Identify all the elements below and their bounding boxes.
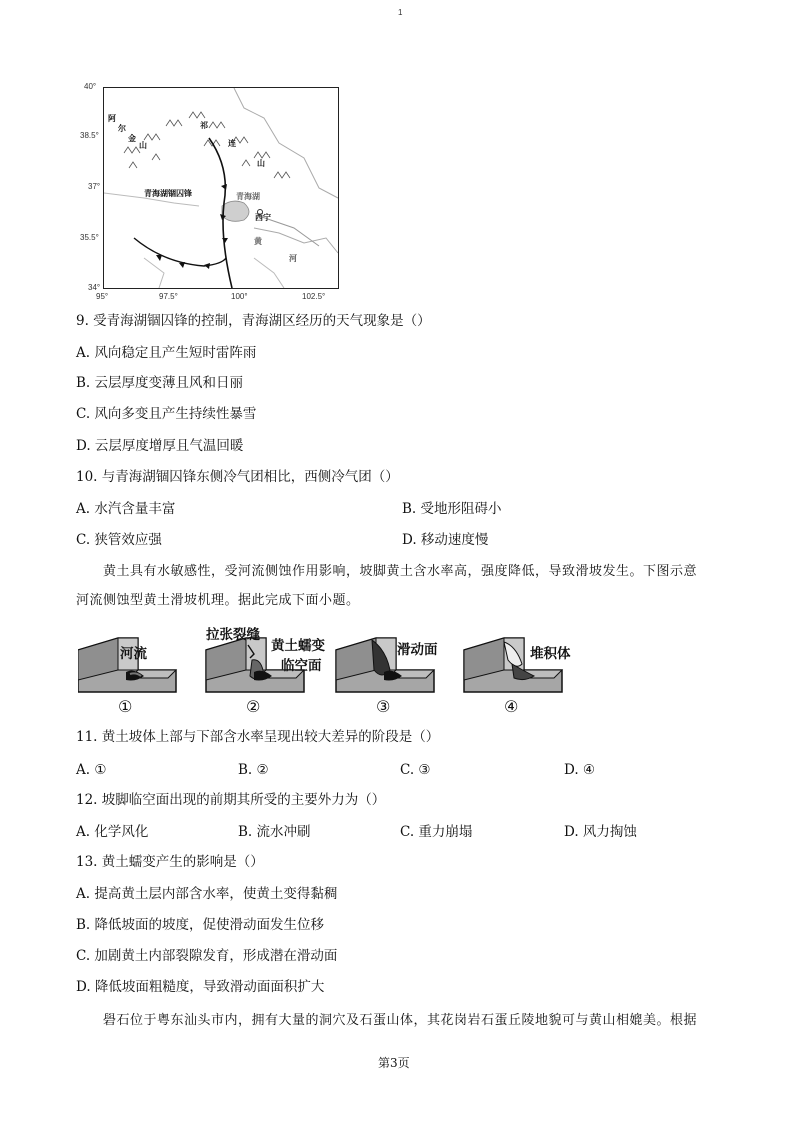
question-12-option-c: C. 重力崩塌 — [400, 824, 473, 840]
panel-number-1: ① — [118, 697, 133, 716]
lat-label: 37° — [88, 182, 101, 191]
qilian-label-1: 祁 — [200, 121, 208, 130]
altun-label-3: 金 — [128, 134, 136, 143]
lat-label: 40° — [84, 82, 97, 91]
map-drawing — [104, 88, 338, 288]
question-10-stem: 10. 与青海湖锢囚锋东侧冷气团相比，西侧冷气团（） — [76, 469, 399, 485]
label-river: 河流 — [120, 646, 147, 662]
question-13-stem: 13. 黄土蠕变产生的影响是（） — [76, 854, 264, 870]
question-12-option-a: A. 化学风化 — [76, 824, 149, 840]
question-9-option-c: C. 风向多变且产生持续性暴雪 — [76, 406, 257, 422]
passage-1-line-2: 河流侧蚀型黄土滑坡机理。据此完成下面小题。 — [76, 593, 360, 608]
question-9-option-d: D. 云层厚度增厚且气温回暖 — [76, 438, 244, 454]
question-9-option-a: A. 风向稳定且产生短时雷阵雨 — [76, 345, 257, 361]
question-13-option-a: A. 提高黄土层内部含水率，使黄土变得黏稠 — [76, 886, 338, 902]
question-9-stem: 9. 受青海湖锢囚锋的控制，青海湖区经历的天气现象是（） — [76, 313, 431, 329]
label-free-face: 临空面 — [281, 658, 322, 674]
page-mark: 1 — [398, 8, 403, 17]
xining-label: 西宁 — [255, 213, 271, 222]
front-label: 青海湖锢囚锋 — [144, 189, 192, 198]
lon-label: 95° — [96, 292, 109, 301]
qilian-label-3: 山 — [257, 159, 265, 168]
passage-2-line-1: 礐石位于粤东汕头市内，拥有大量的洞穴及石蛋山体，其花岗岩石蛋丘陵地貌可与黄山相媲美。根据 — [103, 1013, 698, 1028]
question-11-option-c: C. ③ — [400, 762, 431, 778]
question-10-option-c: C. 狭管效应强 — [76, 532, 162, 548]
lon-label: 97.5° — [159, 292, 178, 301]
label-creep: 黄土蠕变 — [271, 638, 325, 654]
panel-number-2: ② — [246, 697, 261, 716]
question-11-stem: 11. 黄土坡体上部与下部含水率呈现出较大差异的阶段是（） — [76, 729, 440, 745]
lat-label: 34° — [88, 283, 101, 292]
question-12-option-d: D. 风力掏蚀 — [564, 824, 637, 840]
question-12-option-b: B. 流水冲刷 — [238, 824, 311, 840]
qilian-label-2: 连 — [228, 139, 236, 148]
page-number: 第3页 — [378, 1056, 410, 1070]
landslide-blocks — [78, 620, 718, 720]
passage-1-line-1: 黄土具有水敏感性，受河流侧蚀作用影响，坡脚黄土含水率高，强度降低，导致滑坡发生。下图示意 — [103, 564, 698, 579]
label-deposit: 堆积体 — [530, 646, 571, 662]
altun-label-1: 阿 — [108, 114, 116, 123]
panel-number-4: ④ — [504, 697, 519, 716]
question-9-option-b: B. 云层厚度变薄且风和日丽 — [76, 375, 244, 391]
question-11-option-a: A. ① — [76, 762, 107, 778]
qinghai-map — [103, 87, 339, 289]
question-10-option-b: B. 受地形阻碍小 — [402, 501, 502, 517]
lat-label: 38.5° — [80, 131, 99, 140]
question-11-option-d: D. ④ — [564, 762, 596, 778]
question-10-option-a: A. 水汽含量丰富 — [76, 501, 176, 517]
question-10-option-d: D. 移动速度慢 — [402, 532, 489, 548]
lat-label: 35.5° — [80, 233, 99, 242]
panel-number-3: ③ — [376, 697, 391, 716]
question-12-stem: 12. 坡脚临空面出现的前期其所受的主要外力为（） — [76, 792, 386, 808]
lake-label: 青海湖 — [236, 192, 260, 201]
lon-label: 102.5° — [302, 292, 326, 301]
label-slide-surface: 滑动面 — [397, 642, 438, 658]
question-13-option-d: D. 降低坡面粗糙度，导致滑动面面积扩大 — [76, 979, 325, 995]
landslide-diagram — [78, 620, 718, 720]
yellow-river-label-2: 河 — [289, 254, 297, 263]
lon-label: 100° — [231, 292, 248, 301]
altun-label-4: 山 — [139, 141, 147, 150]
yellow-river-label-1: 黄 — [254, 237, 262, 246]
question-11-option-b: B. ② — [238, 762, 269, 778]
altun-label-2: 尔 — [118, 124, 126, 133]
question-13-option-c: C. 加剧黄土内部裂隙发育，形成潜在滑动面 — [76, 948, 338, 964]
question-13-option-b: B. 降低坡面的坡度，促使滑动面发生位移 — [76, 917, 325, 933]
label-crack: 拉张裂缝 — [206, 627, 260, 643]
